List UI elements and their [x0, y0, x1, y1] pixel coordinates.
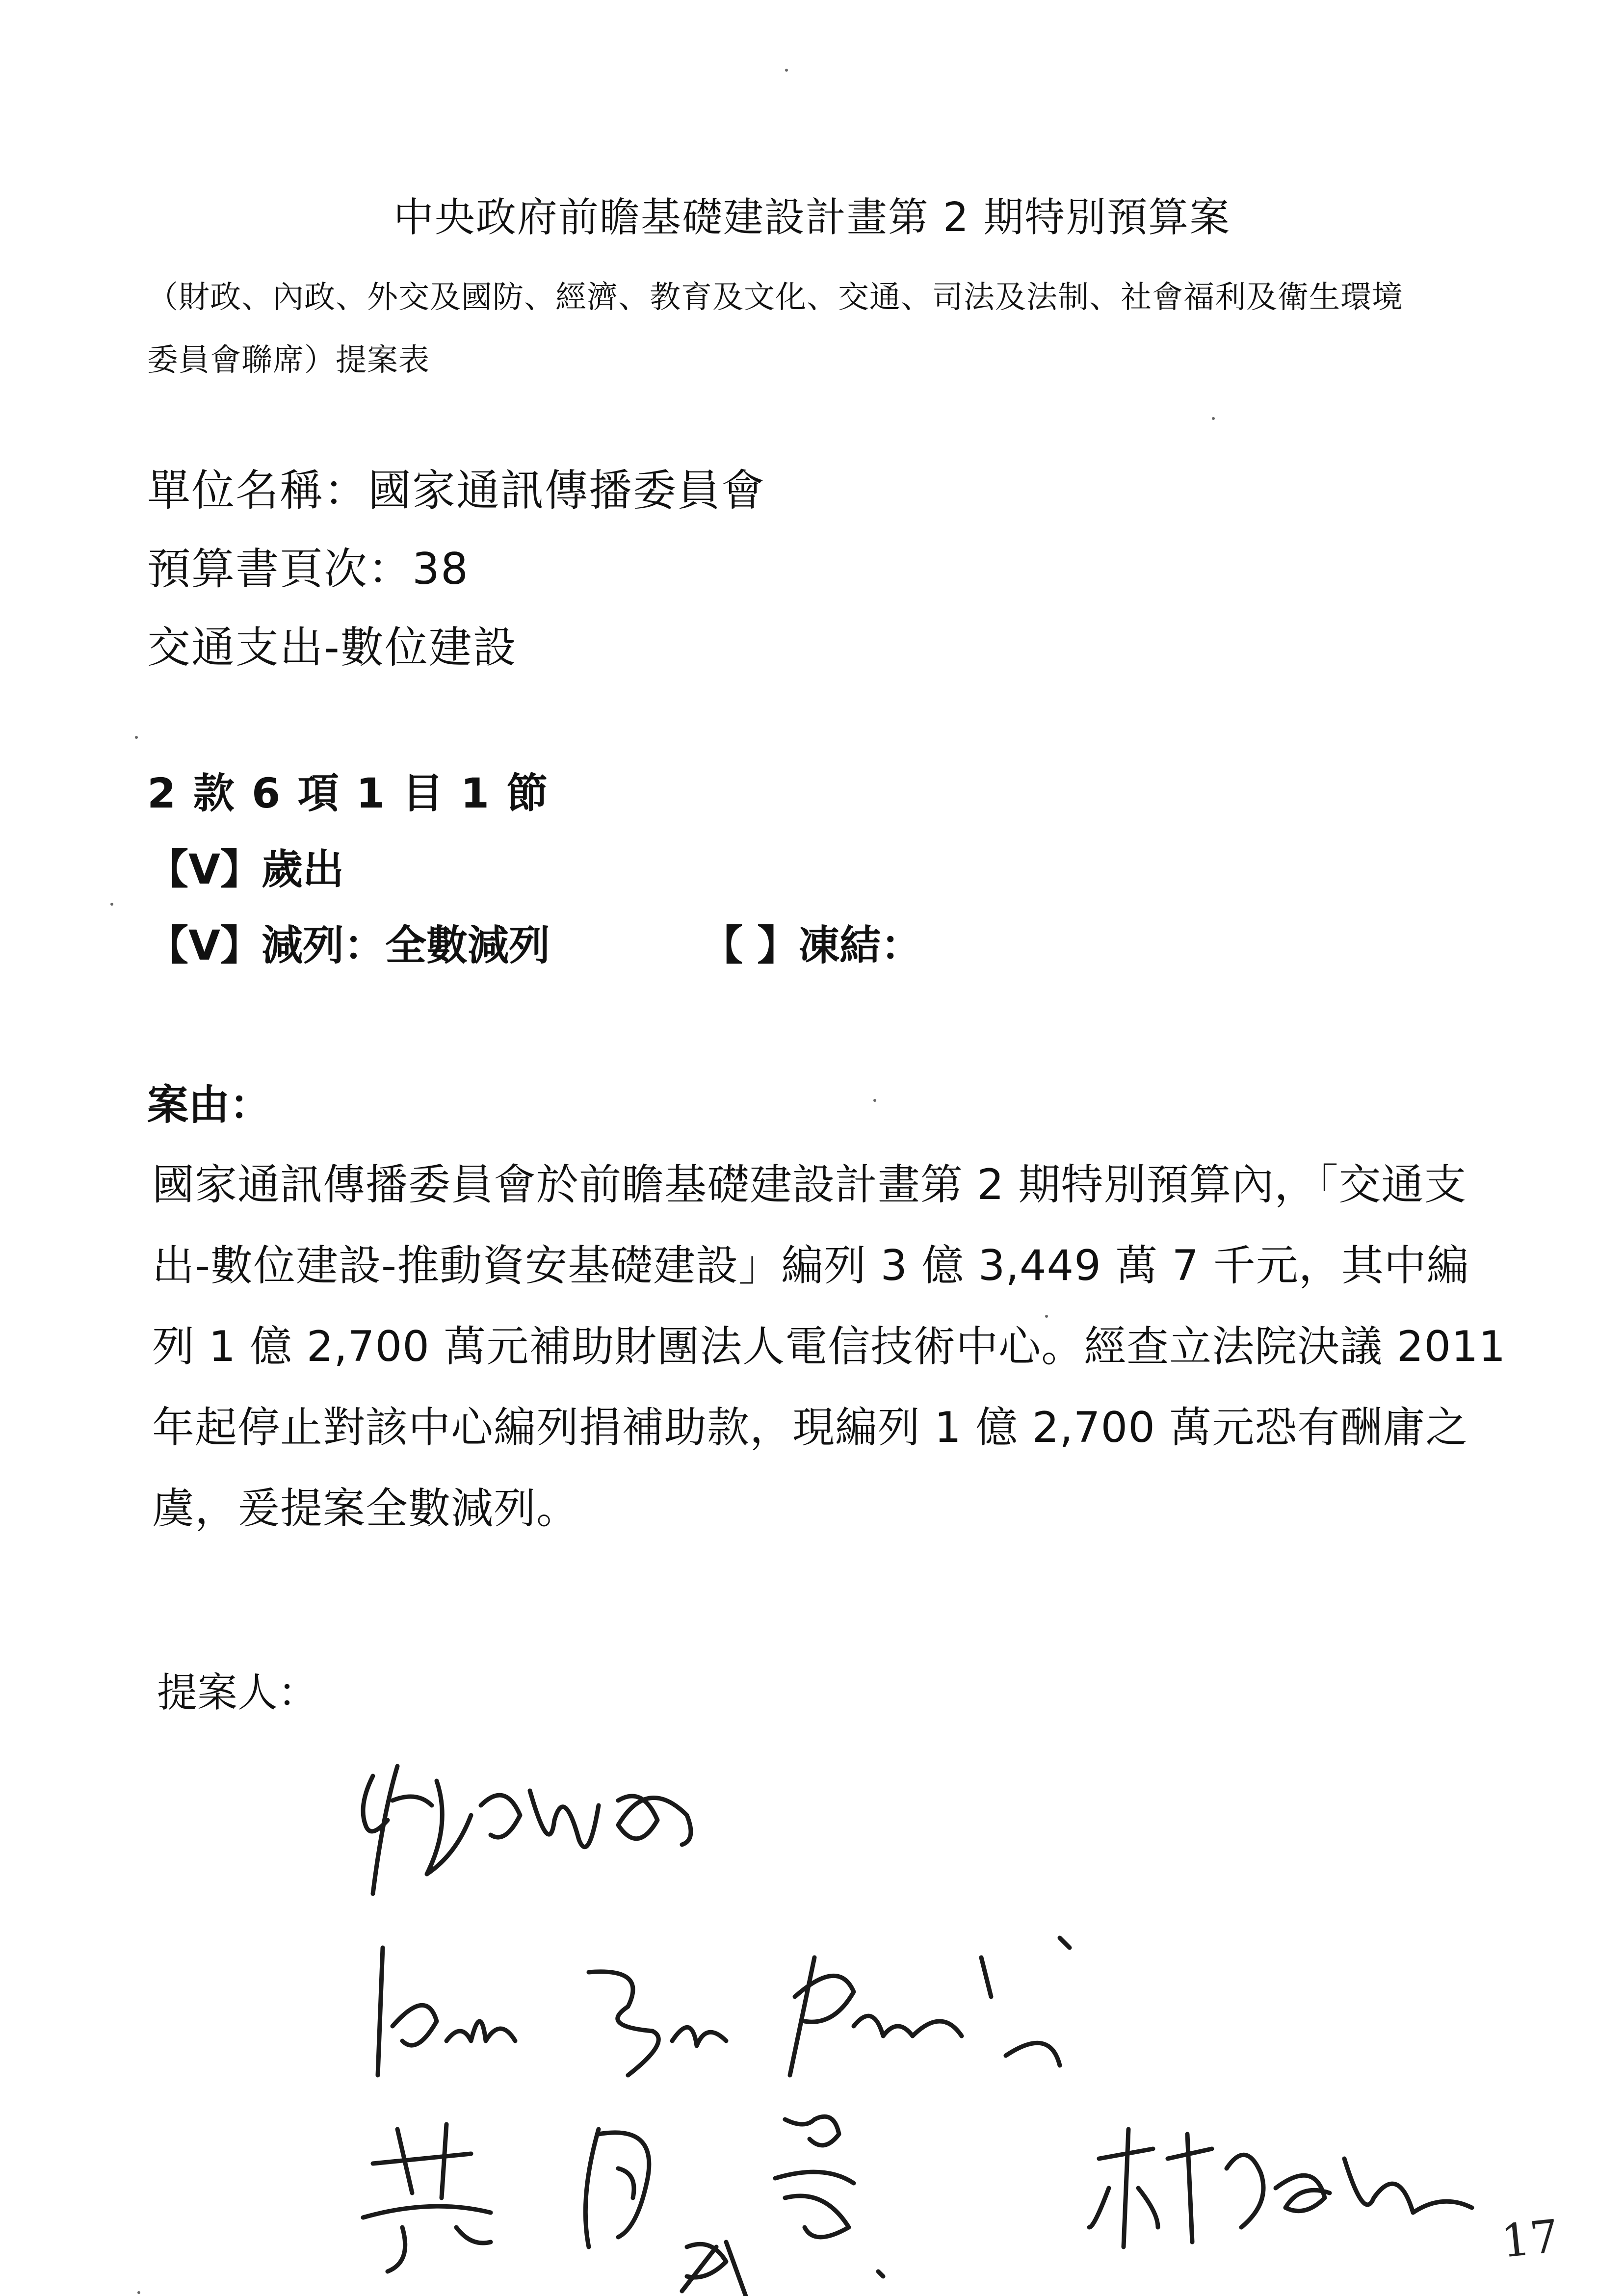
reason-line: 出-數位建設-推動資安基礎建設」編列 3 億 3,449 萬 7 千元，其中編: [152, 1241, 1469, 1290]
item-code: 2 款 6 項 1 目 1 節: [147, 769, 550, 817]
scan-speck: [873, 1099, 876, 1102]
scan-speck: [137, 2291, 140, 2294]
freeze-flag: 【 】凍結：: [702, 921, 922, 969]
scan-speck: [1212, 417, 1215, 420]
signature-3: [343, 2100, 1521, 2296]
signature-2: [353, 1928, 1227, 2090]
expenditure-flag: 【V】歲出: [147, 845, 344, 893]
committee-line-2: 委員會聯席）提案表: [147, 342, 430, 378]
scan-speck: [1045, 1315, 1048, 1318]
reason-line: 列 1 億 2,700 萬元補助財團法人電信技術中心。經查立法院決議 2011: [152, 1322, 1506, 1371]
reason-line: 年起停止對該中心編列捐補助款，現編列 1 億 2,700 萬元恐有酬庸之: [152, 1403, 1468, 1452]
committee-line-1: （財政、內政、外交及國防、經濟、教育及文化、交通、司法及法制、社會福利及衛生環境: [147, 279, 1403, 315]
reason-label: 案由：: [147, 1081, 271, 1129]
unit-name: 單位名稱：國家通訊傳播委員會: [147, 465, 766, 516]
scan-speck: [785, 69, 788, 72]
signature-1: [343, 1747, 746, 1908]
expenditure-category: 交通支出-數位建設: [147, 622, 517, 673]
scan-speck: [135, 736, 138, 739]
reduction-flag: 【V】減列：全數減列: [147, 921, 550, 969]
document-title: 中央政府前瞻基礎建設計畫第 2 期特別預算案: [393, 194, 1231, 241]
reason-line: 國家通訊傳播委員會於前瞻基礎建設計畫第 2 期特別預算內，「交通支: [152, 1160, 1467, 1209]
reason-line: 虞，爰提案全數減列。: [152, 1484, 579, 1533]
budget-page-number: 預算書頁次：38: [147, 544, 469, 594]
page-number: 17: [1498, 2210, 1562, 2268]
proposer-label: 提案人：: [157, 1670, 318, 1716]
scan-speck: [110, 903, 113, 906]
